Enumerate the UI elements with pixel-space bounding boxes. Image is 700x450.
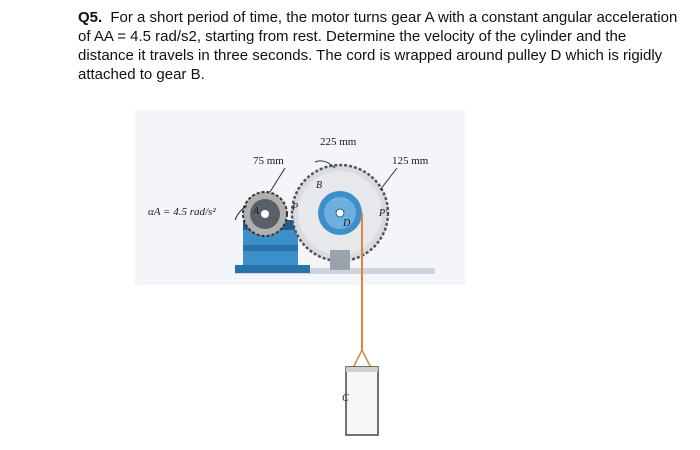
- label-125mm: 125 mm: [392, 155, 429, 167]
- gear-a: [243, 192, 287, 236]
- cord-strap-left: [353, 350, 362, 368]
- question-number: Q5.: [78, 9, 103, 26]
- label-gear-b: B: [316, 180, 323, 191]
- cylinder-c: [346, 367, 378, 435]
- label-225mm: 225 mm: [320, 136, 357, 148]
- question-body: For a short period of time, the motor turns gear A with a constant angular acceleration of AA = 4.5 rad/s2, starting from rest. Determine the velocity of the cylinder and the distance it travels in three seconds. The cord is wrapped around pulley D which is rigidly attached to gear B.: [78, 9, 678, 83]
- label-alpha-a: αA = 4.5 rad/s²: [148, 206, 216, 218]
- gear-b-support: [330, 250, 350, 270]
- label-cylinder-c: C: [342, 393, 349, 404]
- label-75mm: 75 mm: [253, 155, 284, 167]
- cord-strap-right: [362, 350, 371, 368]
- label-point-p: P: [292, 202, 299, 213]
- label-gear-a: A: [253, 206, 260, 217]
- label-pulley-d: D: [343, 218, 351, 229]
- question-text-block: [78, 8, 678, 84]
- pulley-d: [318, 191, 362, 235]
- gear-pulley-figure: [135, 110, 465, 445]
- label-point-p-prime: P': [379, 208, 388, 219]
